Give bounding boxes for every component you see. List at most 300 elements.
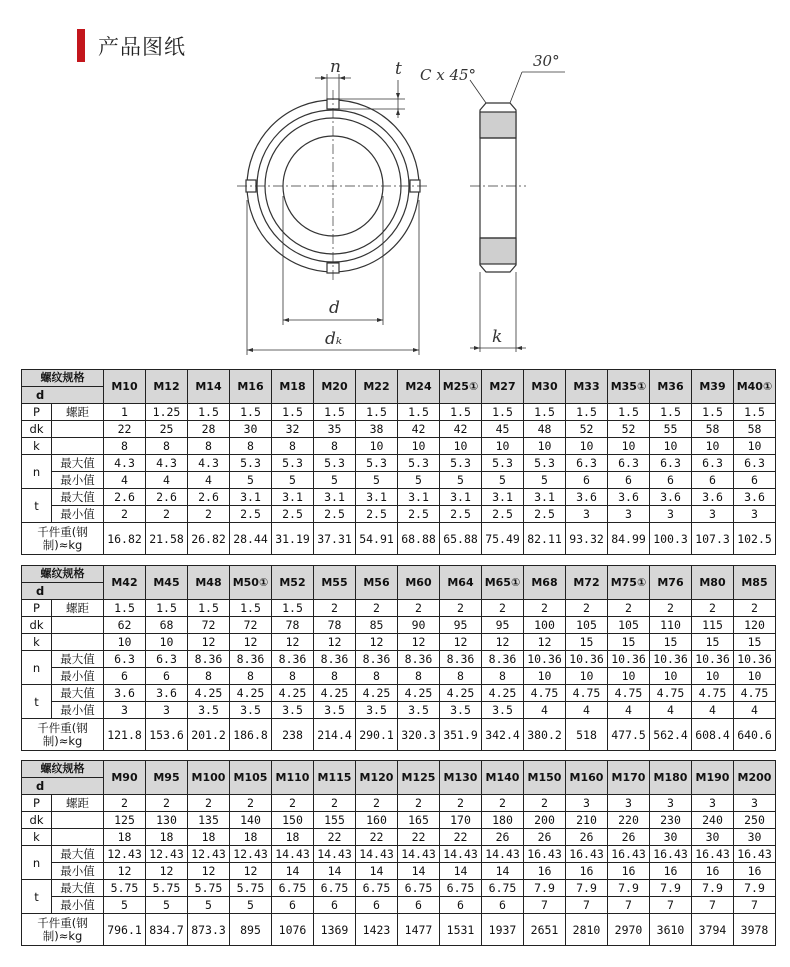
- table-cell: 6.3: [146, 651, 188, 668]
- table-cell: 6: [398, 897, 440, 914]
- table-cell: 1.5: [650, 404, 692, 421]
- table-cell: 5.3: [440, 455, 482, 472]
- size-header: M14: [188, 370, 230, 404]
- table-cell: 3: [608, 795, 650, 812]
- table-cell: 102.5: [734, 523, 776, 555]
- table-cell: 1.5: [356, 404, 398, 421]
- table-cell: 14.43: [356, 846, 398, 863]
- spec-table: [21, 565, 776, 751]
- table-cell: 3: [608, 506, 650, 523]
- table-cell: 10: [356, 438, 398, 455]
- size-header: M42: [104, 566, 146, 600]
- table-cell: 6: [272, 897, 314, 914]
- table-cell: 3: [566, 795, 608, 812]
- table-cell: 3.5: [482, 702, 524, 719]
- table-cell: 1.5: [566, 404, 608, 421]
- table-cell: 3.6: [104, 685, 146, 702]
- row-label-dk: dk: [22, 617, 52, 634]
- table-cell: 16: [608, 863, 650, 880]
- table-cell: 3.1: [482, 489, 524, 506]
- size-header: M140: [482, 761, 524, 795]
- table-cell: 2: [314, 600, 356, 617]
- table-row-dk: [22, 617, 776, 634]
- table-cell: 6: [734, 472, 776, 489]
- spec-header: 螺纹规格: [22, 761, 104, 778]
- table-cell: 8: [146, 438, 188, 455]
- table-cell: 30: [650, 829, 692, 846]
- size-header: M36: [650, 370, 692, 404]
- row-sublabel-pitch: 螺距: [52, 404, 104, 421]
- table-cell: 5: [230, 897, 272, 914]
- size-header: M25①: [440, 370, 482, 404]
- table-cell: 2: [440, 795, 482, 812]
- table-cell: 6.3: [650, 455, 692, 472]
- table-cell: 5.3: [398, 455, 440, 472]
- table-cell: 12: [188, 634, 230, 651]
- table-cell: 12: [272, 634, 314, 651]
- table-cell: 214.4: [314, 719, 356, 751]
- spec-table: [21, 760, 776, 946]
- table-cell: 18: [188, 829, 230, 846]
- table-cell: 10: [566, 438, 608, 455]
- row-sublabel-min: 最小值: [52, 863, 104, 880]
- size-header: M125: [398, 761, 440, 795]
- table-cell: 210: [566, 812, 608, 829]
- table-row-dk: [22, 421, 776, 438]
- table-cell: 10: [398, 438, 440, 455]
- size-header: M160: [566, 761, 608, 795]
- table-cell: 1.5: [272, 404, 314, 421]
- table-cell: 342.4: [482, 719, 524, 751]
- table-cell: 4.25: [272, 685, 314, 702]
- table-cell: 26: [608, 829, 650, 846]
- table-cell: 10: [734, 438, 776, 455]
- table-cell: 4: [608, 702, 650, 719]
- label-chamfer: C x 45°: [420, 66, 477, 84]
- row-label-p: P: [22, 600, 52, 617]
- table-cell: 477.5: [608, 719, 650, 751]
- table-cell: 8: [272, 668, 314, 685]
- size-header: M170: [608, 761, 650, 795]
- table-cell: 78: [272, 617, 314, 634]
- table-cell: 10: [566, 668, 608, 685]
- size-header: M130: [440, 761, 482, 795]
- row-label-t: t: [22, 685, 52, 719]
- table-cell: 7.9: [734, 880, 776, 897]
- table-cell: 5.3: [356, 455, 398, 472]
- table-cell: 55: [650, 421, 692, 438]
- table-cell: 84.99: [608, 523, 650, 555]
- table-cell: 3: [566, 506, 608, 523]
- table-cell: 4.3: [104, 455, 146, 472]
- table-cell: 2.5: [482, 506, 524, 523]
- table-cell: 10: [734, 668, 776, 685]
- table-cell: 16: [734, 863, 776, 880]
- table-row-k: [22, 438, 776, 455]
- table-cell: 42: [440, 421, 482, 438]
- size-header: M56: [356, 566, 398, 600]
- table-cell: 12: [482, 634, 524, 651]
- table-cell: 2.5: [230, 506, 272, 523]
- table-cell: 22: [440, 829, 482, 846]
- table-row-weight: [22, 523, 776, 555]
- table-cell: 180: [482, 812, 524, 829]
- table-cell: 2.5: [356, 506, 398, 523]
- table-row-n-min: [22, 472, 776, 489]
- table-cell: 5.75: [104, 880, 146, 897]
- table-cell: 2: [608, 600, 650, 617]
- table-cell: 834.7: [146, 914, 188, 946]
- size-header: M30: [524, 370, 566, 404]
- table-cell: 640.6: [734, 719, 776, 751]
- table-cell: 1.5: [230, 600, 272, 617]
- table-cell: 6.75: [356, 880, 398, 897]
- table-cell: 155: [314, 812, 356, 829]
- table-row-t-min: [22, 897, 776, 914]
- table-cell: 4.25: [398, 685, 440, 702]
- table-cell: 7.9: [650, 880, 692, 897]
- table-cell: 1.5: [272, 600, 314, 617]
- table-cell: 873.3: [188, 914, 230, 946]
- table-cell: 4: [650, 702, 692, 719]
- table-cell: 351.9: [440, 719, 482, 751]
- table-cell: 16: [524, 863, 566, 880]
- table-cell: 7: [608, 897, 650, 914]
- table-cell: 3794: [692, 914, 734, 946]
- table-cell: 5: [482, 472, 524, 489]
- table-cell: 120: [734, 617, 776, 634]
- table-cell: 28.44: [230, 523, 272, 555]
- table-cell: 4.75: [608, 685, 650, 702]
- table-cell: 8: [440, 668, 482, 685]
- table-cell: 3978: [734, 914, 776, 946]
- row-label-n: n: [22, 455, 52, 489]
- table-cell: 21.58: [146, 523, 188, 555]
- size-header: M39: [692, 370, 734, 404]
- page-title: 产品图纸: [98, 35, 186, 59]
- table-cell: 1.5: [188, 404, 230, 421]
- table-cell: 8: [188, 668, 230, 685]
- table-cell: 22: [314, 829, 356, 846]
- size-header: M10: [104, 370, 146, 404]
- table-cell: 6.75: [272, 880, 314, 897]
- size-header: M95: [146, 761, 188, 795]
- table-cell: 68: [146, 617, 188, 634]
- table-cell: 6: [146, 668, 188, 685]
- table-cell: 5.3: [230, 455, 272, 472]
- table-cell: 8: [356, 668, 398, 685]
- table-cell: 290.1: [356, 719, 398, 751]
- table-cell: 7: [650, 897, 692, 914]
- table-cell: 93.32: [566, 523, 608, 555]
- table-cell: 895: [230, 914, 272, 946]
- table-cell: 18: [146, 829, 188, 846]
- table-cell: 4.75: [566, 685, 608, 702]
- table-row-t-min: [22, 702, 776, 719]
- table-cell: 8.36: [440, 651, 482, 668]
- table-cell: 15: [734, 634, 776, 651]
- table-cell: 14: [482, 863, 524, 880]
- table-cell: 2.6: [104, 489, 146, 506]
- table-cell: 45: [482, 421, 524, 438]
- size-header: M115: [314, 761, 356, 795]
- table-cell: 107.3: [692, 523, 734, 555]
- table-cell: 28: [188, 421, 230, 438]
- table-cell: 3.6: [608, 489, 650, 506]
- table-cell: 12.43: [230, 846, 272, 863]
- row-label-p: P: [22, 404, 52, 421]
- table-cell: 3610: [650, 914, 692, 946]
- table-cell: 8.36: [314, 651, 356, 668]
- table-cell: 2: [440, 600, 482, 617]
- table-cell: 82.11: [524, 523, 566, 555]
- table-cell: 240: [692, 812, 734, 829]
- table-row-t-min: [22, 506, 776, 523]
- table-cell: 6.75: [314, 880, 356, 897]
- table-cell: 518: [566, 719, 608, 751]
- table-cell: 6.3: [104, 651, 146, 668]
- table-cell: 8: [188, 438, 230, 455]
- table-cell: 200: [524, 812, 566, 829]
- table-cell: 2.5: [314, 506, 356, 523]
- table-cell: 4.3: [188, 455, 230, 472]
- table-cell: 3.6: [566, 489, 608, 506]
- table-cell: 16.43: [608, 846, 650, 863]
- table-cell: 10: [524, 438, 566, 455]
- table-cell: 2.5: [440, 506, 482, 523]
- table-cell: 2.5: [272, 506, 314, 523]
- row-label-t: t: [22, 880, 52, 914]
- table-cell: 12: [230, 634, 272, 651]
- table-cell: 5: [440, 472, 482, 489]
- table-cell: 12: [188, 863, 230, 880]
- table-cell: 10: [104, 634, 146, 651]
- row-label-weight: 千件重(钢制)≈kg: [22, 523, 104, 555]
- row-sublabel-min: 最小值: [52, 506, 104, 523]
- table-cell: 95: [482, 617, 524, 634]
- table-cell: 10: [692, 438, 734, 455]
- table-cell: 31.19: [272, 523, 314, 555]
- table-cell: 2: [356, 600, 398, 617]
- table-cell: 14: [440, 863, 482, 880]
- table-cell: 18: [104, 829, 146, 846]
- size-header: M16: [230, 370, 272, 404]
- label-k: k: [492, 327, 503, 347]
- table-cell: 3.1: [398, 489, 440, 506]
- table-cell: 4.25: [356, 685, 398, 702]
- table-cell: 14: [398, 863, 440, 880]
- table-cell: 7.9: [692, 880, 734, 897]
- row-sublabel-max: 最大值: [52, 651, 104, 668]
- table-cell: 25: [146, 421, 188, 438]
- table-cell: 72: [188, 617, 230, 634]
- table-cell: 2: [188, 795, 230, 812]
- table-cell: 121.8: [104, 719, 146, 751]
- header-row: [22, 566, 776, 583]
- table-cell: 3: [692, 795, 734, 812]
- table-cell: 562.4: [650, 719, 692, 751]
- table-cell: 12: [524, 634, 566, 651]
- table-cell: 10: [692, 668, 734, 685]
- table-cell: 10.36: [734, 651, 776, 668]
- table-cell: 4.75: [524, 685, 566, 702]
- table-cell: 15: [566, 634, 608, 651]
- table-cell: 6.3: [566, 455, 608, 472]
- table-cell: 90: [398, 617, 440, 634]
- table-cell: 95: [440, 617, 482, 634]
- row-sublabel-pitch: 螺距: [52, 600, 104, 617]
- table-cell: 4.25: [482, 685, 524, 702]
- table-cell: 1.25: [146, 404, 188, 421]
- size-header: M22: [356, 370, 398, 404]
- table-cell: 42: [398, 421, 440, 438]
- table-row-t-max: [22, 685, 776, 702]
- table-row-k: [22, 829, 776, 846]
- table-row-n-max: [22, 846, 776, 863]
- table-cell: 10: [146, 634, 188, 651]
- table-cell: 796.1: [104, 914, 146, 946]
- table-cell: 5: [104, 897, 146, 914]
- size-header: M85: [734, 566, 776, 600]
- table-cell: 1.5: [398, 404, 440, 421]
- table-cell: 6: [104, 668, 146, 685]
- table-cell: 2.5: [398, 506, 440, 523]
- table-cell: 1.5: [104, 600, 146, 617]
- row-label-k: k: [22, 438, 52, 455]
- table-cell: 6.75: [440, 880, 482, 897]
- table-cell: 10: [650, 668, 692, 685]
- table-cell: 3.5: [314, 702, 356, 719]
- label-angle: 30°: [533, 52, 560, 70]
- table-row-n-max: [22, 651, 776, 668]
- table-cell: 16.43: [734, 846, 776, 863]
- table-cell: 3.5: [188, 702, 230, 719]
- table-cell: 30: [734, 829, 776, 846]
- row-label-k: k: [22, 829, 52, 846]
- table-cell: 2: [482, 600, 524, 617]
- table-cell: 3.6: [734, 489, 776, 506]
- table-cell: 4.25: [314, 685, 356, 702]
- d-header: d: [22, 778, 104, 795]
- table-cell: 58: [692, 421, 734, 438]
- table-cell: 10.36: [650, 651, 692, 668]
- size-header: M40①: [734, 370, 776, 404]
- table-cell: 2: [146, 795, 188, 812]
- table-cell: 10: [482, 438, 524, 455]
- table-cell: 16.43: [524, 846, 566, 863]
- table-cell: 10: [650, 438, 692, 455]
- table-cell: 2: [230, 795, 272, 812]
- table-cell: 3.5: [230, 702, 272, 719]
- table-cell: 6.75: [482, 880, 524, 897]
- row-label-dk: dk: [22, 421, 52, 438]
- table-row-t-max: [22, 880, 776, 897]
- table-cell: 130: [146, 812, 188, 829]
- row-sublabel-min: 最小值: [52, 702, 104, 719]
- table-cell: 6: [566, 472, 608, 489]
- table-cell: 14.43: [314, 846, 356, 863]
- d-header: d: [22, 583, 104, 600]
- table-cell: 16.43: [650, 846, 692, 863]
- table-cell: 2: [146, 506, 188, 523]
- size-header: M55: [314, 566, 356, 600]
- table-cell: 62: [104, 617, 146, 634]
- table-cell: 4.3: [146, 455, 188, 472]
- table-cell: 15: [650, 634, 692, 651]
- table-cell: 12: [314, 634, 356, 651]
- table-cell: 5: [230, 472, 272, 489]
- table-cell: 4: [188, 472, 230, 489]
- table-cell: 2: [650, 600, 692, 617]
- table-cell: 85: [356, 617, 398, 634]
- table-cell: 5: [146, 897, 188, 914]
- size-header: M120: [356, 761, 398, 795]
- table-cell: 115: [692, 617, 734, 634]
- table-cell: 6.3: [692, 455, 734, 472]
- size-header: M27: [482, 370, 524, 404]
- size-header: M110: [272, 761, 314, 795]
- row-label-n: n: [22, 651, 52, 685]
- table-cell: 1.5: [230, 404, 272, 421]
- table-cell: 6.75: [398, 880, 440, 897]
- table-cell: 7: [692, 897, 734, 914]
- table-cell: 1423: [356, 914, 398, 946]
- table-cell: 3: [692, 506, 734, 523]
- table-row-n-min: [22, 668, 776, 685]
- table-cell: 105: [608, 617, 650, 634]
- row-label-weight: 千件重(钢制)≈kg: [22, 914, 104, 946]
- size-header: M200: [734, 761, 776, 795]
- table-cell: 4.25: [440, 685, 482, 702]
- table-cell: 2: [272, 795, 314, 812]
- table-cell: 2: [314, 795, 356, 812]
- label-dk: dₖ: [325, 329, 343, 349]
- table-cell: 5.3: [314, 455, 356, 472]
- row-sublabel-empty: [52, 634, 104, 651]
- table-cell: 16: [650, 863, 692, 880]
- table-cell: 1: [104, 404, 146, 421]
- table-cell: 8.36: [230, 651, 272, 668]
- table-cell: 14.43: [440, 846, 482, 863]
- table-cell: 4.75: [692, 685, 734, 702]
- table-cell: 10.36: [566, 651, 608, 668]
- row-label-n: n: [22, 846, 52, 880]
- table-cell: 2: [356, 795, 398, 812]
- table-cell: 5: [314, 472, 356, 489]
- table-cell: 18: [230, 829, 272, 846]
- table-cell: 10.36: [692, 651, 734, 668]
- table-cell: 230: [650, 812, 692, 829]
- table-cell: 12: [440, 634, 482, 651]
- table-cell: 12.43: [104, 846, 146, 863]
- table-cell: 1.5: [146, 600, 188, 617]
- table-cell: 4.75: [734, 685, 776, 702]
- table-cell: 5.75: [188, 880, 230, 897]
- table-row-p: [22, 795, 776, 812]
- table-cell: 1.5: [524, 404, 566, 421]
- label-d: d: [329, 298, 340, 318]
- table-row-k: [22, 634, 776, 651]
- table-cell: 6.3: [734, 455, 776, 472]
- table-cell: 8: [398, 668, 440, 685]
- table-cell: 30: [230, 421, 272, 438]
- table-cell: 1369: [314, 914, 356, 946]
- table-cell: 1.5: [188, 600, 230, 617]
- table-cell: 12: [356, 634, 398, 651]
- size-header: M18: [272, 370, 314, 404]
- table-cell: 6: [314, 897, 356, 914]
- table-cell: 10: [524, 668, 566, 685]
